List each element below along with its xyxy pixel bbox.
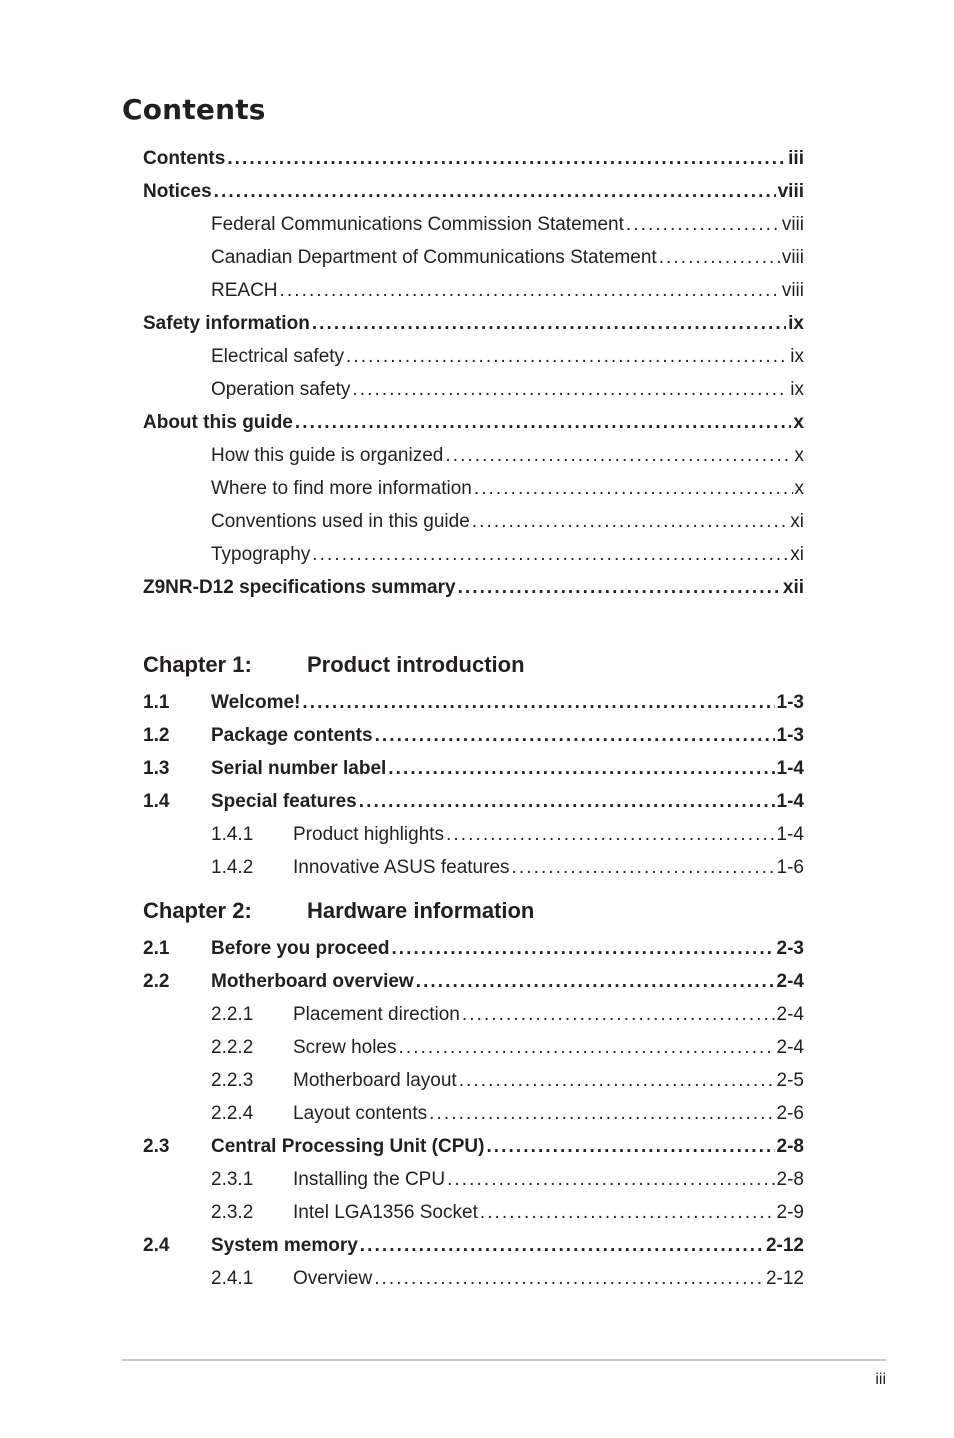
toc-entry-page: 2-5 bbox=[776, 1070, 804, 1091]
dot-leader bbox=[374, 1262, 764, 1295]
toc-entry[interactable] bbox=[143, 752, 804, 785]
dot-leader bbox=[512, 851, 775, 884]
toc-entry-page: 1-4 bbox=[776, 758, 804, 779]
toc-entry-number: 2.3.1 bbox=[211, 1169, 254, 1190]
dot-leader bbox=[474, 472, 793, 505]
toc-entry-page: viii bbox=[781, 280, 804, 301]
footer-divider bbox=[122, 1359, 886, 1361]
toc-entry-page: 1-3 bbox=[776, 692, 804, 713]
toc-entry-page: 2-8 bbox=[776, 1169, 804, 1190]
toc-entry-number: 2.2.2 bbox=[211, 1037, 254, 1058]
dot-leader bbox=[486, 1130, 774, 1163]
dot-leader bbox=[445, 439, 792, 472]
toc-subentry[interactable] bbox=[143, 439, 804, 472]
toc-entry-title: Canadian Department of Communications Statement bbox=[211, 247, 657, 268]
table-of-contents bbox=[143, 142, 804, 1295]
toc-entry-title: Motherboard layout bbox=[293, 1070, 457, 1091]
dot-leader bbox=[472, 505, 788, 538]
dot-leader bbox=[312, 538, 788, 571]
toc-entry-number: 1.4 bbox=[143, 791, 170, 812]
toc-entry-number: 1.4.2 bbox=[211, 857, 254, 878]
toc-entry-number: 2.4 bbox=[143, 1235, 170, 1256]
toc-entry-title: Z9NR-D12 specifications summary bbox=[143, 577, 456, 598]
dot-leader bbox=[360, 1229, 764, 1262]
toc-entry-title: Special features bbox=[211, 791, 357, 812]
toc-entry-page: ix bbox=[790, 379, 804, 400]
toc-subentry[interactable] bbox=[143, 1064, 804, 1097]
toc-entry-page: 1-3 bbox=[776, 725, 804, 746]
toc-subentry[interactable] bbox=[143, 274, 804, 307]
toc-entry-title: Motherboard overview bbox=[211, 971, 414, 992]
toc-entry-number: 2.1 bbox=[143, 938, 170, 959]
toc-subentry[interactable] bbox=[143, 208, 804, 241]
toc-entry-title: Placement direction bbox=[293, 1004, 460, 1025]
toc-entry[interactable] bbox=[143, 571, 804, 604]
dot-leader bbox=[280, 274, 780, 307]
toc-entry-title: Typography bbox=[211, 544, 311, 565]
toc-entry-page: xii bbox=[782, 577, 804, 598]
toc-entry-title: Product highlights bbox=[293, 824, 445, 845]
dot-leader bbox=[446, 818, 774, 851]
toc-entry-number: 2.2 bbox=[143, 971, 170, 992]
dot-leader bbox=[227, 142, 786, 175]
toc-subentry[interactable] bbox=[143, 818, 804, 851]
toc-subentry[interactable] bbox=[143, 851, 804, 884]
toc-entry-number: 2.4.1 bbox=[211, 1268, 254, 1289]
dot-leader bbox=[480, 1196, 775, 1229]
toc-subentry[interactable] bbox=[143, 1163, 804, 1196]
toc-entry-title: Before you proceed bbox=[211, 938, 390, 959]
toc-entry-number: 2.3 bbox=[143, 1136, 170, 1157]
toc-entry-title: Overview bbox=[293, 1268, 373, 1289]
toc-subentry[interactable] bbox=[143, 998, 804, 1031]
section-spacer bbox=[143, 604, 804, 644]
toc-entry[interactable] bbox=[143, 932, 804, 965]
toc-subentry[interactable] bbox=[143, 538, 804, 571]
toc-entry-page: viii bbox=[781, 214, 804, 235]
toc-entry[interactable] bbox=[143, 785, 804, 818]
toc-entry-page: 2-4 bbox=[776, 1004, 804, 1025]
toc-entry-title: Innovative ASUS features bbox=[293, 857, 510, 878]
toc-subentry[interactable] bbox=[143, 505, 804, 538]
toc-entry[interactable] bbox=[143, 965, 804, 998]
dot-leader bbox=[295, 406, 792, 439]
toc-entry-title: Conventions used in this guide bbox=[211, 511, 470, 532]
dot-leader bbox=[429, 1097, 774, 1130]
toc-entry-title: About this guide bbox=[143, 412, 293, 433]
toc-entry[interactable] bbox=[143, 686, 804, 719]
toc-entry-number: 2.2.4 bbox=[211, 1103, 254, 1124]
toc-subentry[interactable] bbox=[143, 340, 804, 373]
dot-leader bbox=[352, 373, 788, 406]
dot-leader bbox=[626, 208, 780, 241]
toc-entry-page: 1-4 bbox=[776, 824, 804, 845]
dot-leader bbox=[375, 719, 775, 752]
toc-entry[interactable] bbox=[143, 1229, 804, 1262]
toc-entry[interactable] bbox=[143, 307, 804, 340]
toc-entry-page: xi bbox=[790, 511, 804, 532]
toc-subentry[interactable] bbox=[143, 472, 804, 505]
toc-subentry[interactable] bbox=[143, 1196, 804, 1229]
toc-entry-page: 2-4 bbox=[776, 1037, 804, 1058]
toc-subentry[interactable] bbox=[143, 241, 804, 274]
toc-entry-title: Installing the CPU bbox=[293, 1169, 446, 1190]
toc-entry-title: Contents bbox=[143, 148, 226, 169]
dot-leader bbox=[359, 785, 775, 818]
toc-entry-page: viii bbox=[777, 181, 804, 202]
toc-entry-title: Screw holes bbox=[293, 1037, 397, 1058]
toc-subentry[interactable] bbox=[143, 1262, 804, 1295]
dot-leader bbox=[462, 998, 775, 1031]
toc-entry-title: Layout contents bbox=[293, 1103, 428, 1124]
dot-leader bbox=[459, 1064, 775, 1097]
chapter-label: Chapter 2: bbox=[143, 898, 252, 923]
toc-entry-page: viii bbox=[781, 247, 804, 268]
dot-leader bbox=[399, 1031, 775, 1064]
toc-entry-title: Electrical safety bbox=[211, 346, 345, 367]
toc-entry-page: 1-6 bbox=[776, 857, 804, 878]
toc-entry-page: x bbox=[794, 445, 804, 466]
toc-entry-number: 1.1 bbox=[143, 692, 170, 713]
toc-entry[interactable] bbox=[143, 406, 804, 439]
toc-entry-page: 2-3 bbox=[776, 938, 804, 959]
toc-entry-number: 2.3.2 bbox=[211, 1202, 254, 1223]
toc-entry-page: iii bbox=[788, 148, 804, 169]
toc-entry-number: 1.3 bbox=[143, 758, 170, 779]
toc-entry-page: 1-4 bbox=[776, 791, 804, 812]
toc-entry-page: 2-8 bbox=[776, 1136, 804, 1157]
dot-leader bbox=[388, 752, 774, 785]
toc-entry-title: REACH bbox=[211, 280, 278, 301]
toc-entry-title: Intel LGA1356 Socket bbox=[293, 1202, 478, 1223]
toc-entry-title: System memory bbox=[211, 1235, 358, 1256]
toc-entry-page: 2-12 bbox=[765, 1268, 804, 1289]
toc-subentry[interactable] bbox=[143, 1031, 804, 1064]
chapter-title: Product introduction bbox=[307, 652, 525, 677]
toc-entry-title: Serial number label bbox=[211, 758, 387, 779]
dot-leader bbox=[346, 340, 788, 373]
dot-leader bbox=[416, 965, 775, 998]
chapter-label: Chapter 1: bbox=[143, 652, 252, 677]
chapter-heading[interactable] bbox=[143, 890, 804, 932]
toc-entry-page: 2-9 bbox=[776, 1202, 804, 1223]
toc-entry-number: 2.2.3 bbox=[211, 1070, 254, 1091]
toc-entry-page: x bbox=[793, 412, 804, 433]
toc-entry-title: Where to find more information bbox=[211, 478, 472, 499]
toc-entry-title: Package contents bbox=[211, 725, 373, 746]
dot-leader bbox=[312, 307, 786, 340]
toc-entry-page: ix bbox=[790, 346, 804, 367]
dot-leader bbox=[391, 932, 774, 965]
toc-entry-title: Welcome! bbox=[211, 692, 301, 713]
toc-entry-title: Central Processing Unit (CPU) bbox=[211, 1136, 485, 1157]
dot-leader bbox=[659, 241, 780, 274]
toc-entry-page: 2-12 bbox=[765, 1235, 804, 1256]
toc-subentry[interactable] bbox=[143, 1097, 804, 1130]
chapter-title: Hardware information bbox=[307, 898, 535, 923]
toc-entry[interactable] bbox=[143, 175, 804, 208]
toc-entry-title: Federal Communications Commission Statement bbox=[211, 214, 624, 235]
toc-entry-number: 1.2 bbox=[143, 725, 170, 746]
toc-entry-page: ix bbox=[788, 313, 804, 334]
toc-entry[interactable] bbox=[143, 1130, 804, 1163]
toc-entry-title: How this guide is organized bbox=[211, 445, 444, 466]
dot-leader bbox=[458, 571, 781, 604]
chapter-heading[interactable] bbox=[143, 644, 804, 686]
toc-entry-number: 2.2.1 bbox=[211, 1004, 254, 1025]
toc-entry-page: 2-4 bbox=[776, 971, 804, 992]
toc-entry-title: Safety information bbox=[143, 313, 310, 334]
toc-entry-page: xi bbox=[790, 544, 804, 565]
toc-entry[interactable] bbox=[143, 719, 804, 752]
dot-leader bbox=[302, 686, 774, 719]
toc-entry-page: x bbox=[794, 478, 804, 499]
toc-entry-title: Operation safety bbox=[211, 379, 351, 400]
dot-leader bbox=[214, 175, 776, 208]
toc-entry-title: Notices bbox=[143, 181, 212, 202]
dot-leader bbox=[447, 1163, 774, 1196]
toc-entry-number: 1.4.1 bbox=[211, 824, 254, 845]
toc-entry[interactable] bbox=[143, 142, 804, 175]
page-number: iii bbox=[875, 1371, 886, 1388]
toc-subentry[interactable] bbox=[143, 373, 804, 406]
toc-entry-page: 2-6 bbox=[776, 1103, 804, 1124]
page-title: Contents bbox=[122, 93, 266, 126]
